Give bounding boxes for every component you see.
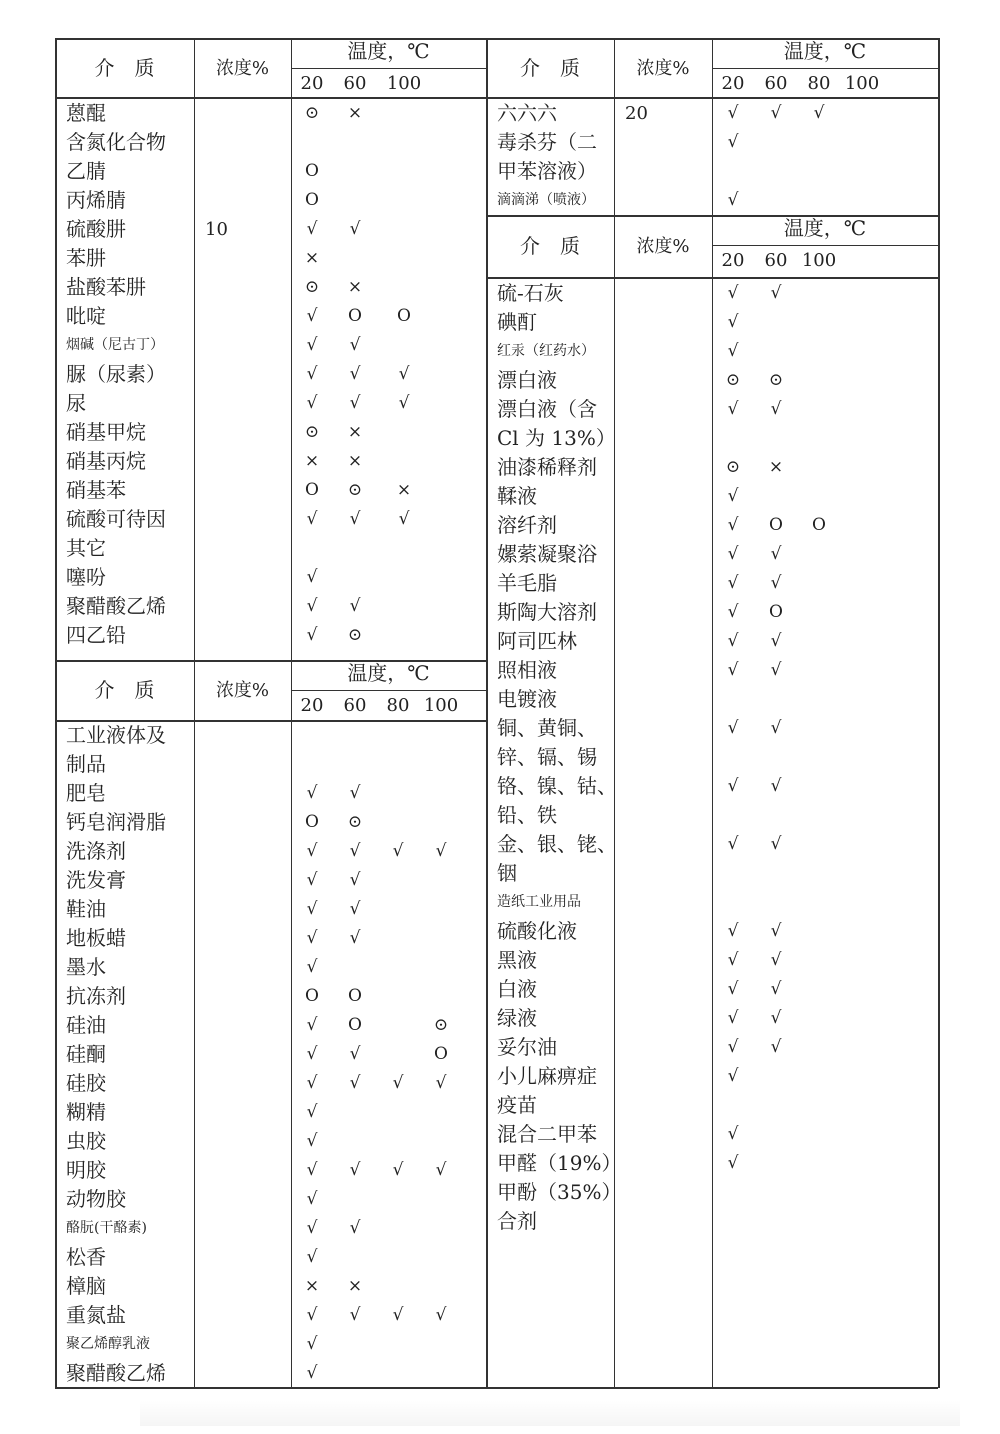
header-temp-80: 80 xyxy=(386,695,410,716)
table-row-mark: √ xyxy=(306,1160,318,1180)
header-temp-80: 80 xyxy=(807,73,831,94)
table-row-substance: 制品 xyxy=(66,752,106,776)
table-row-mark: √ xyxy=(727,950,739,970)
table-row-substance: 吡啶 xyxy=(66,304,106,328)
table-row-substance: 抗冻剂 xyxy=(66,984,126,1008)
table-row-mark: √ xyxy=(392,1160,404,1180)
table-row-mark: √ xyxy=(727,1066,739,1086)
table-row-mark: √ xyxy=(813,103,825,123)
table-row-substance: 脲（尿素） xyxy=(66,362,166,386)
table-row-substance: 硫酸可待因 xyxy=(66,507,166,531)
table-row-substance: 洗涤剂 xyxy=(66,839,126,863)
table-row-substance: 蒽醌 xyxy=(66,101,106,125)
table-row-substance: 肥皂 xyxy=(66,781,106,805)
table-row-substance: 甲苯溶液） xyxy=(497,159,597,183)
table-row-mark: × xyxy=(304,451,320,471)
table-row-substance: 盐酸苯肼 xyxy=(66,275,146,299)
table-row-mark: √ xyxy=(349,928,361,948)
header-concentration: 浓度% xyxy=(215,680,270,701)
table-row-substance: 硝基苯 xyxy=(66,478,126,502)
table-row-mark: √ xyxy=(306,783,318,803)
header-temp-60: 60 xyxy=(764,250,788,271)
table-row-mark: √ xyxy=(727,103,739,123)
table-row-substance: 硫-石灰 xyxy=(497,281,564,305)
table-row-mark: √ xyxy=(727,921,739,941)
table-row-substance: 疫苗 xyxy=(497,1093,537,1117)
table-row-substance: 铟 xyxy=(497,861,517,885)
table-row-substance: 硅油 xyxy=(66,1013,106,1037)
header-substance: 介 质 xyxy=(520,234,580,258)
header-concentration: 浓度% xyxy=(636,57,690,79)
table-row-mark: O xyxy=(348,986,362,1006)
table-row-mark: √ xyxy=(770,718,782,738)
table-row-substance: 酪朊(干酪素) xyxy=(66,1220,147,1236)
table-row-mark: √ xyxy=(306,1305,318,1325)
table-row-substance: 碘酊 xyxy=(497,310,537,334)
table-row-mark: √ xyxy=(727,979,739,999)
table-row-substance: Cl 为 13%） xyxy=(497,426,616,450)
table-row-mark: ⊙ xyxy=(347,480,363,500)
table-row-substance: 嫘萦凝聚浴 xyxy=(497,542,597,566)
table-row-substance: 樟脑 xyxy=(66,1274,106,1298)
table-row-mark: ⊙ xyxy=(725,370,741,390)
table-row-substance: 聚醋酸乙烯 xyxy=(66,594,166,618)
grid-line-v xyxy=(194,38,195,660)
table-row-mark: √ xyxy=(770,776,782,796)
table-row-substance: 绿液 xyxy=(497,1006,537,1030)
table-row-mark: √ xyxy=(349,870,361,890)
table-row-mark: √ xyxy=(727,544,739,564)
header-temperature: 温度，℃ xyxy=(347,39,430,63)
table-row-substance: 噻吩 xyxy=(66,565,106,589)
table-row-mark: √ xyxy=(306,870,318,890)
table-row-mark: O xyxy=(305,480,319,500)
table-row-mark: √ xyxy=(770,399,782,419)
table-row-mark: √ xyxy=(435,1073,447,1093)
table-row-substance: 妥尔油 xyxy=(497,1035,557,1059)
table-row-mark: √ xyxy=(770,979,782,999)
table-row-mark: √ xyxy=(770,631,782,651)
table-row-mark: ⊙ xyxy=(433,1015,449,1035)
table-row-mark: √ xyxy=(306,1015,318,1035)
table-row-concentration: 20 xyxy=(625,103,648,124)
table-row-substance: 毒杀芬（二 xyxy=(497,130,597,154)
table-row-substance: 动物胶 xyxy=(66,1187,126,1211)
table-row-substance: 照相液 xyxy=(497,658,557,682)
header-temperature: 温度，℃ xyxy=(347,661,430,685)
table-row-substance: 硝基甲烷 xyxy=(66,420,146,444)
header-temp-20: 20 xyxy=(721,73,745,94)
table-row-mark: √ xyxy=(727,718,739,738)
table-row-mark: √ xyxy=(306,509,318,529)
table-row-substance: 松香 xyxy=(66,1245,106,1269)
table-row-mark: √ xyxy=(349,1044,361,1064)
table-row-mark: √ xyxy=(306,1073,318,1093)
table-row-mark: √ xyxy=(727,1037,739,1057)
table-row-substance: 金、银、铑、 xyxy=(497,832,617,856)
table-row-mark: √ xyxy=(770,1037,782,1057)
table-row-substance: 丙烯腈 xyxy=(66,188,126,212)
table-row-substance: 硫酸肼 xyxy=(66,217,126,241)
table-row-mark: √ xyxy=(306,364,318,384)
table-row-substance: 混合二甲苯 xyxy=(497,1122,597,1146)
table-row-mark: √ xyxy=(306,841,318,861)
table-row-mark: √ xyxy=(770,950,782,970)
grid-line-v xyxy=(194,660,195,1388)
table-row-mark: √ xyxy=(306,596,318,616)
table-row-substance: 造纸工业用品 xyxy=(497,894,581,910)
table-row-substance: 虫胶 xyxy=(66,1129,106,1153)
table-row-mark: ⊙ xyxy=(304,103,320,123)
table-row-mark: O xyxy=(348,306,362,326)
table-row-mark: ⊙ xyxy=(768,370,784,390)
table-row-mark: √ xyxy=(770,834,782,854)
header-temp-20: 20 xyxy=(300,73,324,94)
table-row-mark: √ xyxy=(306,219,318,239)
table-row-substance: 小儿麻痹症 xyxy=(497,1064,597,1088)
header-temperature: 温度，℃ xyxy=(783,39,867,63)
table-row-mark: √ xyxy=(392,841,404,861)
table-row-mark: √ xyxy=(306,625,318,645)
header-concentration: 浓度% xyxy=(215,57,270,79)
table-row-substance: 铜、黄铜、 xyxy=(497,716,597,740)
header-substance: 介 质 xyxy=(520,55,580,80)
table-row-substance: 漂白液 xyxy=(497,368,557,392)
table-row-mark: √ xyxy=(349,841,361,861)
table-row-mark: √ xyxy=(770,1008,782,1028)
table-row-mark: ⊙ xyxy=(725,457,741,477)
table-row-substance: 糊精 xyxy=(66,1100,106,1124)
table-row-substance: 黑液 xyxy=(497,948,537,972)
table-row-mark: √ xyxy=(306,1044,318,1064)
table-row-mark: √ xyxy=(306,335,318,355)
header-temp-20: 20 xyxy=(721,250,745,271)
table-row-mark: ⊙ xyxy=(304,422,320,442)
table-row-mark: √ xyxy=(398,393,410,413)
table-row-mark: × xyxy=(304,248,320,268)
table-row-mark: √ xyxy=(349,1305,361,1325)
table-row-mark: √ xyxy=(727,515,739,535)
table-row-mark: √ xyxy=(349,783,361,803)
table-row-substance: 含氮化合物 xyxy=(66,130,166,154)
table-row-mark: × xyxy=(347,451,363,471)
table-row-mark: √ xyxy=(435,841,447,861)
table-row-mark: √ xyxy=(349,335,361,355)
header-temp-20: 20 xyxy=(300,695,324,716)
table-row-substance: 甲酚（35%） xyxy=(497,1180,622,1204)
table-row-mark: O xyxy=(305,812,319,832)
table-row-mark: O xyxy=(769,515,783,535)
table-row-substance: 斯陶大溶剂 xyxy=(497,600,597,624)
table-row-mark: √ xyxy=(349,899,361,919)
table-row-substance: 铬、镍、钴、 xyxy=(497,774,617,798)
table-row-mark: √ xyxy=(770,921,782,941)
table-row-substance: 工业液体及 xyxy=(66,723,166,747)
table-row-mark: O xyxy=(348,1015,362,1035)
table-row-mark: √ xyxy=(306,1247,318,1267)
table-row-mark: √ xyxy=(306,1102,318,1122)
table-row-substance: 漂白液（含 xyxy=(497,397,597,421)
table-row-mark: √ xyxy=(435,1305,447,1325)
table-row-substance: 滴滴涕（喷液） xyxy=(497,192,595,208)
table-row-mark: √ xyxy=(727,573,739,593)
table-row-substance: 乙腈 xyxy=(66,159,106,183)
table-row-mark: O xyxy=(305,190,319,210)
table-row-mark: ⊙ xyxy=(347,625,363,645)
table-row-substance: 墨水 xyxy=(66,955,106,979)
table-row-mark: √ xyxy=(727,190,739,210)
table-row-substance: 合剂 xyxy=(497,1209,537,1233)
table-row-substance: 钙皂润滑脂 xyxy=(66,810,166,834)
table-row-mark: √ xyxy=(306,928,318,948)
grid-line-h xyxy=(55,1387,938,1389)
table-row-substance: 鞋油 xyxy=(66,897,106,921)
header-temp-60: 60 xyxy=(343,73,367,94)
header-temperature: 温度，℃ xyxy=(783,216,867,240)
header-temp-60: 60 xyxy=(764,73,788,94)
table-row-mark: √ xyxy=(727,834,739,854)
table-row-mark: O xyxy=(305,986,319,1006)
table-row-substance: 尿 xyxy=(66,391,86,415)
table-row-substance: 羊毛脂 xyxy=(497,571,557,595)
table-row-mark: √ xyxy=(306,1334,318,1354)
table-row-mark: √ xyxy=(306,899,318,919)
table-row-mark: √ xyxy=(727,283,739,303)
grid-line-v xyxy=(938,38,940,1388)
table-row-mark: O xyxy=(434,1044,448,1064)
table-row-mark: √ xyxy=(306,1363,318,1383)
table-row-mark: √ xyxy=(306,393,318,413)
table-row-mark: √ xyxy=(727,341,739,361)
table-row-mark: √ xyxy=(349,393,361,413)
table-row-mark: √ xyxy=(306,567,318,587)
table-row-substance: 六六六 xyxy=(497,101,557,125)
table-row-mark: O xyxy=(769,602,783,622)
header-substance: 介 质 xyxy=(94,55,155,80)
table-row-substance: 聚醋酸乙烯 xyxy=(66,1361,166,1385)
table-row-mark: O xyxy=(397,306,411,326)
table-row-substance: 红汞（红药水） xyxy=(497,343,595,359)
table-row-substance: 烟碱（尼古丁） xyxy=(66,337,164,353)
table-row-substance: 鞣液 xyxy=(497,484,537,508)
table-row-substance: 其它 xyxy=(66,536,106,560)
table-row-mark: √ xyxy=(392,1305,404,1325)
table-row-mark: ⊙ xyxy=(347,812,363,832)
table-row-substance: 四乙铅 xyxy=(66,623,126,647)
table-row-mark: √ xyxy=(727,602,739,622)
header-concentration: 浓度% xyxy=(636,236,690,257)
table-row-mark: √ xyxy=(435,1160,447,1180)
table-row-mark: √ xyxy=(349,596,361,616)
table-row-mark: √ xyxy=(770,283,782,303)
table-row-mark: × xyxy=(347,422,363,442)
table-row-mark: √ xyxy=(727,1124,739,1144)
table-row-mark: √ xyxy=(727,132,739,152)
table-row-substance: 锌、镉、锡 xyxy=(497,745,597,769)
table-row-substance: 硅胶 xyxy=(66,1071,106,1095)
table-row-mark: × xyxy=(347,277,363,297)
table-row-mark: × xyxy=(347,103,363,123)
table-row-mark: √ xyxy=(727,1153,739,1173)
table-row-mark: √ xyxy=(349,1218,361,1238)
table-row-mark: √ xyxy=(349,1160,361,1180)
table-row-mark: √ xyxy=(349,1073,361,1093)
table-row-substance: 电镀液 xyxy=(497,687,557,711)
header-temp-100: 100 xyxy=(423,695,459,716)
table-row-mark: √ xyxy=(727,660,739,680)
table-row-mark: √ xyxy=(398,364,410,384)
table-row-mark: √ xyxy=(727,312,739,332)
table-row-mark: √ xyxy=(727,776,739,796)
table-row-mark: √ xyxy=(770,573,782,593)
table-row-substance: 白液 xyxy=(497,977,537,1001)
table-row-mark: √ xyxy=(349,509,361,529)
table-row-mark: ⊙ xyxy=(304,277,320,297)
table-row-substance: 溶纤剂 xyxy=(497,513,557,537)
table-row-mark: √ xyxy=(306,1131,318,1151)
table-row-mark: O xyxy=(305,161,319,181)
header-temp-60: 60 xyxy=(343,695,367,716)
table-row-substance: 聚乙烯醇乳液 xyxy=(66,1336,150,1352)
table-row-mark: × xyxy=(347,1276,363,1296)
table-row-concentration: 10 xyxy=(205,219,228,240)
table-row-substance: 硅酮 xyxy=(66,1042,106,1066)
table-row-mark: × xyxy=(396,480,412,500)
grid-line-v xyxy=(55,38,57,1388)
header-temp-100: 100 xyxy=(386,73,422,94)
header-temp-100: 100 xyxy=(801,250,837,271)
table-row-substance: 地板蜡 xyxy=(66,926,126,950)
table-row-mark: √ xyxy=(306,1189,318,1209)
table-row-mark: O xyxy=(812,515,826,535)
table-row-substance: 油漆稀释剂 xyxy=(497,455,597,479)
table-row-mark: × xyxy=(304,1276,320,1296)
table-row-mark: √ xyxy=(349,364,361,384)
scan-shadow xyxy=(140,1400,960,1426)
table-row-mark: √ xyxy=(306,1218,318,1238)
table-row-substance: 硫酸化液 xyxy=(497,919,577,943)
table-row-mark: √ xyxy=(727,399,739,419)
table-row-substance: 重氮盐 xyxy=(66,1303,126,1327)
table-row-mark: √ xyxy=(770,544,782,564)
table-row-mark: √ xyxy=(349,219,361,239)
table-row-mark: √ xyxy=(306,306,318,326)
table-row-mark: √ xyxy=(770,660,782,680)
table-row-mark: √ xyxy=(398,509,410,529)
table-row-mark: √ xyxy=(727,486,739,506)
table-row-mark: √ xyxy=(770,103,782,123)
table-row-substance: 硝基丙烷 xyxy=(66,449,146,473)
table-row-substance: 明胶 xyxy=(66,1158,106,1182)
table-row-substance: 铅、铁 xyxy=(497,803,557,827)
table-row-substance: 苯肼 xyxy=(66,246,106,270)
header-temp-100: 100 xyxy=(844,73,880,94)
table-row-mark: √ xyxy=(727,631,739,651)
table-row-substance: 甲醛（19%） xyxy=(497,1151,622,1175)
table-row-substance: 阿司匹林 xyxy=(497,629,577,653)
table-row-mark: √ xyxy=(306,957,318,977)
table-row-mark: √ xyxy=(392,1073,404,1093)
table-row-mark: × xyxy=(768,457,784,477)
header-substance: 介 质 xyxy=(94,678,155,702)
table-row-mark: √ xyxy=(727,1008,739,1028)
table-row-substance: 洗发膏 xyxy=(66,868,126,892)
